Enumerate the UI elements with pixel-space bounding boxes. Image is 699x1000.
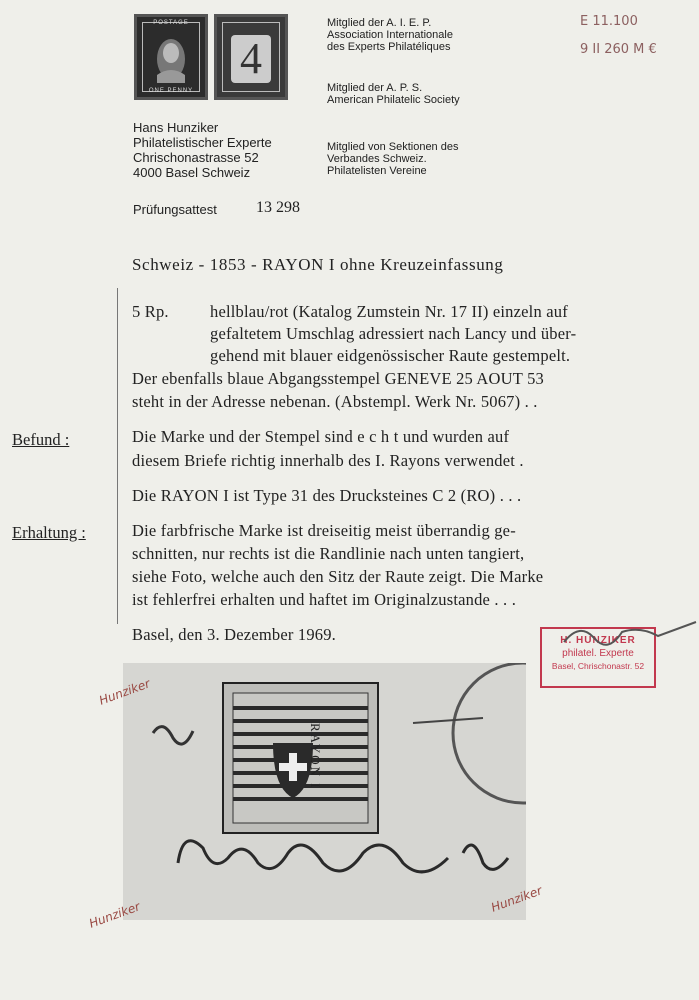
befund-line-2: diesem Briefe richtig innerhalb des I. Rayons verwendet .: [132, 451, 524, 470]
description-line-4: Der ebenfalls blaue Abgangsstempel GENEVE 25 AOUT 53: [132, 369, 544, 388]
expert-address: Hans Hunziker Philatelistischer Experte Chrischonastrasse 52 4000 Basel Schweiz: [133, 120, 272, 180]
left-divider: [117, 288, 118, 624]
erhaltung-label: Erhaltung :: [12, 523, 86, 542]
closing-date: Basel, den 3. Dezember 1969.: [132, 625, 336, 644]
description-line-1: hellblau/rot (Katalog Zumstein Nr. 17 II) einzeln auf: [210, 302, 568, 321]
stamp-image-penny: POSTAGE ONE PENNY: [134, 14, 208, 100]
attest-label: Prüfungsattest: [133, 202, 217, 217]
befund-line-1: Die Marke und der Stempel sind e c h t und wurden auf: [132, 427, 510, 446]
certificate-title: Schweiz - 1853 - RAYON I ohne Kreuzeinfassung: [132, 255, 504, 274]
attest-number: 13 298: [256, 199, 300, 216]
description-line-2: gefaltetem Umschlag adressiert nach Lancy und über-: [210, 324, 577, 343]
pencil-note-2: 9 II 260 M €: [580, 42, 657, 57]
pencil-note-1: E 11.100: [580, 14, 638, 29]
description-line-5: steht in der Adresse nebenan. (Abstempl. Werk Nr. 5067) . .: [132, 392, 538, 411]
description-line-3: gehend mit blauer eidgenössischer Raute gestempelt.: [210, 346, 571, 365]
expert-seal: H. HUNZIKER philatel. Experte Basel, Chrischonastr. 52: [540, 627, 656, 688]
photo-stamp-text: RAYON I: [308, 723, 323, 790]
signature-3: Hunziker: [489, 883, 544, 915]
certificate-photo: [123, 663, 526, 920]
erhaltung-line-4: ist fehlerfrei erhalten und haftet im Originalzustande . . .: [132, 590, 517, 609]
membership-aps: Mitglied der A. P. S. American Philatelic Society: [327, 82, 460, 106]
signature-2: Hunziker: [87, 899, 142, 931]
erhaltung-line-3: siehe Foto, welche auch den Sitz der Raute zeigt. Die Marke: [132, 567, 544, 586]
description-lead: 5 Rp.: [132, 302, 169, 321]
befund-label: Befund :: [12, 430, 70, 449]
erhaltung-line-2: schnitten, nur rechts ist die Randlinie nach unten tangiert,: [132, 544, 525, 563]
erhaltung-line-1: Die farbfrische Marke ist dreiseitig meist überrandig ge-: [132, 521, 516, 540]
signature-scribble: [560, 618, 699, 658]
stamp-image-four: 4: [214, 14, 288, 100]
signature-1: Hunziker: [97, 676, 152, 708]
membership-aiep: Mitglied der A. I. E. P. Association Internationale des Experts Philatéliques: [327, 17, 453, 53]
membership-verband: Mitglied von Sektionen des Verbandes Schweiz. Philatelisten Vereine: [327, 141, 459, 177]
befund-line-3: Die RAYON I ist Type 31 des Drucksteines C 2 (RO) . . .: [132, 486, 522, 505]
